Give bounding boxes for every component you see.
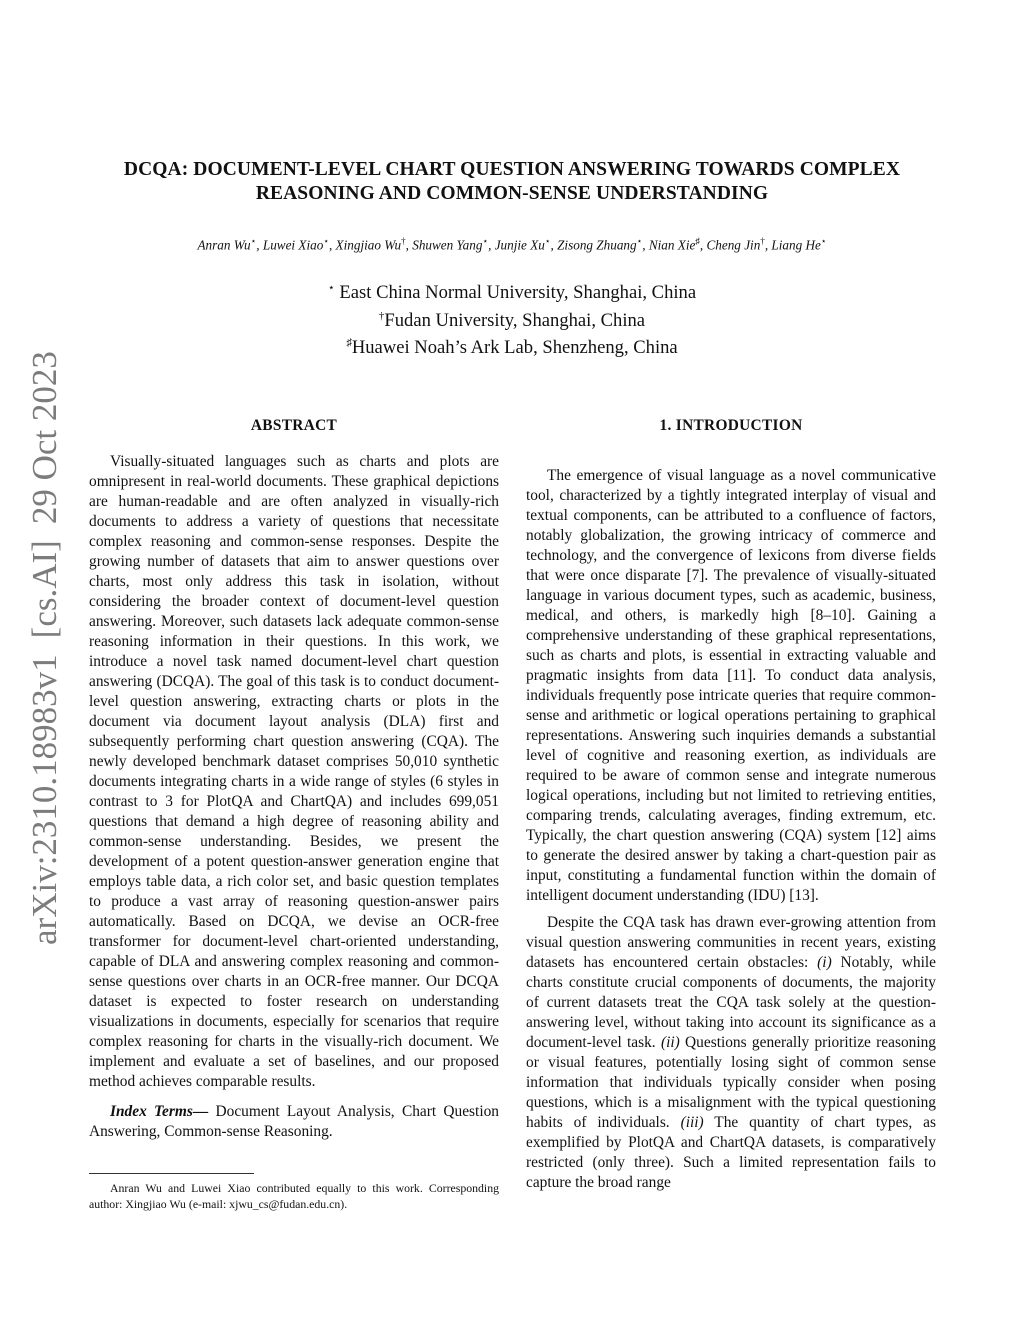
affiliation-mark: † — [378, 309, 385, 322]
footnote-text: Anran Wu and Luwei Xiao contributed equally to this work. Corresponding author: Xingjiao Wu (e-mail: xjwu_cs@fudan.edu.cn). — [89, 1181, 499, 1211]
author: Cheng Jin — [706, 237, 761, 253]
arxiv-date: 29 Oct 2023 — [25, 351, 64, 525]
author: Luwei Xiao — [262, 237, 324, 253]
author-mark: † — [401, 236, 406, 246]
author-mark: ⋆ — [636, 236, 643, 246]
affiliation: †Fudan University, Shanghai, China — [378, 309, 646, 331]
author-list: Anran Wu⋆, Luwei Xiao⋆, Xingjiao Wu†, Shuwen Yang⋆, Junjie Xu⋆, Zisong Zhuang⋆, Nian Xie♯, Cheng Jin†, Liang He⋆ — [197, 236, 827, 253]
affiliation: ♯Huawei Noah’s Ark Lab, Shenzheng, China — [346, 337, 678, 359]
index-terms-label: Index Terms— — [110, 1103, 209, 1120]
author-mark: ⋆ — [544, 236, 551, 246]
affiliations — [60, 277, 964, 360]
title-line-2: REASONING AND COMMON-SENSE UNDERSTANDING — [255, 183, 769, 204]
footnote-rule — [89, 1173, 254, 1174]
abstract-section — [89, 452, 499, 1142]
affiliation: ⋆ East China Normal University, Shanghai, China — [327, 282, 697, 304]
list-marker: (i) — [817, 954, 832, 971]
author: Junjie Xu — [494, 237, 545, 253]
author-mark: ⋆ — [323, 236, 329, 246]
author: Shuwen Yang — [412, 237, 483, 253]
title-line-1: DCQA: DOCUMENT-LEVEL CHART QUESTION ANSWERING TOWARDS COMPLEX — [123, 159, 901, 180]
affiliation-mark: ⋆ — [327, 282, 335, 294]
footnote — [89, 1180, 499, 1212]
paper-title — [60, 158, 964, 206]
intro-paragraph-2: Despite the CQA task has drawn ever-growing attention from visual question answering communities in recent years, existing datasets has encountered certain obstacles: (i) Notably, while charts constitute crucial components of documents, the majority of current datasets treat the CQA task solely at the question-answering level, without taking into account its significance as a document-level task. (ii) Questions generally prioritize reasoning or visual features, potentially losing sight of common sense information that individuals typically consider when posing questions, which is a misalignment with the typical questioning habits of individuals. (iii) The quantity of chart types, as exemplified by PlotQA and ChartQA datasets, is comparatively restricted (only three). Such a limited representation fails to capture the broad range — [526, 914, 936, 1191]
author-mark: † — [760, 236, 765, 246]
list-marker: (iii) — [680, 1114, 704, 1131]
index-terms-text: Document Layout Analysis, Chart Question Answering, Common-sense Reasoning. — [89, 1103, 499, 1140]
author-mark: ⋆ — [482, 236, 489, 246]
arxiv-category: [cs.AI] — [25, 540, 64, 639]
arxiv-id: arXiv:2310.18983v1 — [25, 654, 64, 945]
author: Nian Xie — [648, 237, 696, 253]
index-terms — [89, 1102, 499, 1142]
abstract-text: Visually-situated languages such as charts and plots are omnipresent in real-world documents. These graphical depictions are human-readable and are often analyzed in visually-rich documents to address a variety of questions that necessitate complex reasoning and common-sense responses. Despite the growing number of datasets that aim to answer questions over charts, most only address this task in isolation, without considering the broader context of document-level question answering. Moreover, such datasets lack adequate common-sense reasoning information in their questions. In this work, we introduce a novel task named document-level chart question answering (DCQA). The goal of this task is to conduct document-level question answering, extracting charts or plots in the document via document layout analysis (DLA) first and subsequently performing chart question answering (CQA). The newly developed benchmark dataset comprises 50,010 synthetic documents integrating charts in a wide range of styles (6 styles in contrast to 3 for PlotQA and ChartQA) and includes 699,051 questions that demand a high degree of reasoning ability and common-sense understanding. Besides, we present the development of a potent question-answer generation engine that employs table data, a rich color set, and basic question templates to produce a vast array of reasoning question-answer pairs automatically. Based on DCQA, we devise an OCR-free transformer for document-level chart-oriented understanding, capable of DLA and answering complex reasoning and common-sense questions over charts in an OCR-free manner. Our DCQA dataset is expected to foster research on understanding visualizations in documents, especially for scenarios that require complex reasoning for charts in the visually-rich document. We implement and evaluate a set of baselines, and our proposed method achieves comparable results. — [89, 453, 499, 1090]
author: Xingjiao Wu — [335, 237, 402, 253]
affiliation-mark: ♯ — [346, 337, 352, 350]
list-marker: (ii) — [660, 1034, 680, 1051]
author: Zisong Zhuang — [557, 237, 637, 253]
introduction-heading: 1. INTRODUCTION — [659, 417, 803, 434]
author-mark: ⋆ — [820, 236, 827, 246]
introduction-section — [526, 466, 936, 1193]
abstract-heading: ABSTRACT — [250, 417, 338, 434]
intro-paragraph-1: The emergence of visual language as a novel communicative tool, characterized by a tightly integrated interplay of visual and textual components, can be attributed to a confluence of factors, notably globalization, the growing intricacy of commerce and technology, and the convergence of lexicons from diverse fields that were once disparate [7]. The prevalence of visually-situated language in various document types, such as academic, business, medical, and others, is markedly high [8–10]. Gaining a comprehensive understanding of these graphical representations, such as charts and plots, is essential in extracting valuable and pragmatic insights from data [11]. To conduct data analysis, individuals frequently pose intricate queries that require common-sense and arithmetic or logical operations pertaining to graphical representations. Answering such inquiries demands a substantial level of cognitive and reasoning exertion, as individuals are required to be aware of common sense and integrate numerous logical operations, including but not limited to retrieving entities, comparing trends, calculating averages, finding extremum, etc. Typically, the chart question answering (CQA) system [12] aims to generate the desired answer by taking a chart-question pair as input, constituting a fundamental function within the domain of intelligent document understanding (IDU) [13]. — [526, 467, 936, 904]
author: Anran Wu — [197, 237, 251, 253]
author-mark: ⋆ — [250, 236, 257, 246]
arxiv-stamp — [23, 351, 67, 945]
author-mark: ♯ — [695, 236, 700, 246]
author: Liang He — [771, 237, 821, 253]
